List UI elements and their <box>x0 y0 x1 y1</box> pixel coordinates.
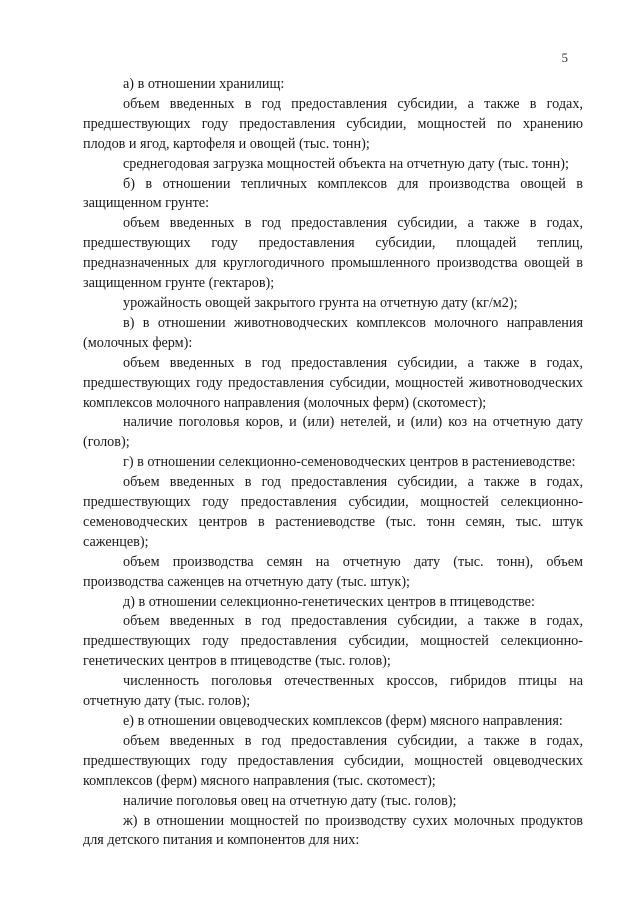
paragraph-seed-volume: объем введенных в год предоставления субсидии, а также в годах, предшествующих году предоставления субсидии, мощностей селекционно-семеноводческих центров в растениеводстве (тыс. тонн семян, тыс. штук саженцев); <box>83 474 583 550</box>
paragraph-dry-milk-heading: ж) в отношении мощностей по производству сухих молочных продуктов для детского питания и компонентов для них: <box>83 812 583 849</box>
paragraph-seed-heading: г) в отношении селекционно-семеноводческих центров в растениеводстве: <box>123 454 576 471</box>
paragraph-greenhouse-volume: объем введенных в год предоставления субсидии, а также в годах, предшествующих году предоставления субсидии, площадей теплиц, предназначенных для круглогодичного промышленного производства овощей в защищенном грунте (гектаров); <box>83 215 583 292</box>
paragraph-storage-volume: объем введенных в год предоставления субсидии, а также в годах, предшествующих году предоставления субсидии, мощностей по хранению плодов и ягод, картофеля и овощей (тыс. тонн); <box>83 95 583 152</box>
paragraph-poultry-heading: д) в отношении селекционно-генетических центров в птицеводстве: <box>123 593 535 610</box>
paragraph-seed-production: объем производства семян на отчетную дату (тыс. тонн), объем производства саженцев на отчетную дату (тыс. штук); <box>83 553 583 590</box>
paragraph-greenhouse-yield: урожайность овощей закрытого грунта на отчетную дату (кг/м2); <box>123 294 518 311</box>
paragraph-dairy-heading: в) в отношении животноводческих комплексов молочного направления (молочных ферм): <box>83 314 583 351</box>
paragraph-poultry-livestock: численность поголовья отечественных кроссов, гибридов птицы на отчетную дату (тыс. голов); <box>83 673 583 710</box>
paragraph-storage-load: среднегодовая загрузка мощностей объекта на отчетную дату (тыс. тонн); <box>123 155 569 172</box>
paragraph-dairy-livestock: наличие поголовья коров, и (или) нетелей, и (или) коз на отчетную дату (голов); <box>83 414 583 451</box>
paragraph-dairy-volume: объем введенных в год предоставления субсидии, а также в годах, предшествующих году предоставления субсидии, мощностей животноводческих комплексов молочного направления (молочных ферм) (скотомест); <box>83 354 583 411</box>
paragraph-greenhouse-heading: б) в отношении тепличных комплексов для производства овощей в защищенном грунте: <box>83 175 583 212</box>
document-body <box>83 75 583 851</box>
page-number: 5 <box>561 50 568 65</box>
paragraph-storage-heading: а) в отношении хранилищ: <box>123 76 285 92</box>
paragraph-sheep-livestock: наличие поголовья овец на отчетную дату (тыс. голов); <box>123 792 457 809</box>
paragraph-sheep-heading: е) в отношении овцеводческих комплексов (ферм) мясного направления: <box>123 713 563 729</box>
paragraph-sheep-volume: объем введенных в год предоставления субсидии, а также в годах, предшествующих году предоставления субсидии, мощностей овцеводческих комплексов (ферм) мясного направления (тыс. скотомест); <box>83 732 583 789</box>
paragraph-poultry-volume: объем введенных в год предоставления субсидии, а также в годах, предшествующих году предоставления субсидии, мощностей селекционно-генетических центров в птицеводстве (тыс. голов); <box>83 613 583 670</box>
